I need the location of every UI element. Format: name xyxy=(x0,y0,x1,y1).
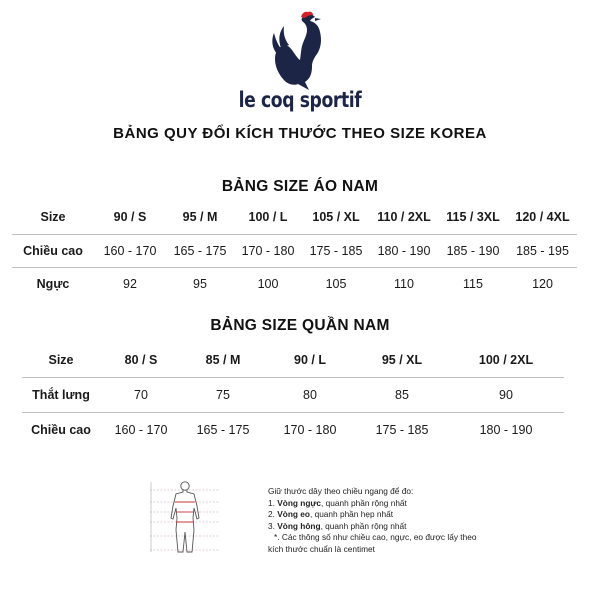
table-cell: 70 xyxy=(100,377,182,412)
row-label: Thắt lưng xyxy=(22,377,100,412)
note-desc: , quanh phần hẹp nhất xyxy=(309,509,394,520)
note-number: 1. xyxy=(268,497,275,508)
shirt-size-table xyxy=(12,201,577,300)
header-cell: 95 / XL xyxy=(356,343,448,377)
note-term: Vòng ngực xyxy=(277,497,322,508)
table-cell: 165 - 175 xyxy=(196,422,250,437)
header-cell: 85 / M xyxy=(182,343,264,377)
shirt-header-row xyxy=(12,201,577,234)
table-cell: 100 xyxy=(257,276,279,291)
table-row xyxy=(22,377,564,412)
table-cell: 170 - 180 xyxy=(234,234,302,267)
table-cell: 185 - 190 xyxy=(438,234,508,267)
header-cell: 110 / 2XL xyxy=(370,201,438,234)
header-cell: 105 / XL xyxy=(302,201,370,234)
measurement-notes xyxy=(268,486,508,556)
note-term: Vòng hông xyxy=(277,520,321,531)
table-cell: 80 xyxy=(264,377,356,412)
notes-footnote: *. Các thông số như chiều cao, ngực, eo được lấy theo xyxy=(274,532,477,543)
table-cell: 185 - 195 xyxy=(508,234,577,267)
table-cell: 160 - 170 xyxy=(94,234,166,267)
table-row xyxy=(12,267,577,300)
table-cell: 110 xyxy=(394,276,414,291)
table-cell: 92 xyxy=(123,276,137,291)
note-item xyxy=(268,521,508,533)
header-cell: 90 / S xyxy=(94,201,166,234)
header-cell: 95 / M xyxy=(166,201,234,234)
header-cell: 100 / L xyxy=(234,201,302,234)
table-cell: 115 xyxy=(463,276,483,291)
header-cell: 80 / S xyxy=(100,343,182,377)
shirt-table-title: BẢNG SIZE ÁO NAM xyxy=(221,178,379,195)
table-row xyxy=(22,412,564,447)
note-item xyxy=(268,509,508,521)
table-cell: 180 - 190 xyxy=(479,422,533,437)
table-cell: 165 - 175 xyxy=(166,234,234,267)
header-cell: 120 / 4XL xyxy=(508,201,577,234)
note-number: 2. xyxy=(268,509,275,520)
table-cell: 85 xyxy=(356,377,448,412)
table-cell: 175 - 185 xyxy=(375,422,429,437)
brand-wordmark: le coq sportif xyxy=(238,88,362,112)
pants-size-table xyxy=(22,343,564,447)
table-cell: 180 - 190 xyxy=(370,234,438,267)
note-desc: , quanh phần rộng nhất xyxy=(320,520,407,531)
pants-table-title: BẢNG SIZE QUẦN NAM xyxy=(210,317,390,334)
notes-footnote: kích thước chuẩn là centimet xyxy=(268,543,375,554)
note-desc: , quanh phần rộng nhất xyxy=(321,497,407,508)
header-cell: 90 / L xyxy=(264,343,356,377)
note-item xyxy=(268,498,508,510)
row-label: Chiều cao xyxy=(31,422,91,437)
table-cell: 175 - 185 xyxy=(302,234,370,267)
header-cell: 100 / 2XL xyxy=(448,343,564,377)
table-cell: 95 xyxy=(193,276,207,291)
row-label: Chiều cao xyxy=(12,234,94,267)
note-number: 3. xyxy=(268,520,275,531)
pants-header-row xyxy=(22,343,564,377)
brand-logo xyxy=(0,10,600,90)
note-term: Vòng eo xyxy=(277,509,310,520)
table-cell: 105 xyxy=(325,276,347,291)
notes-intro: Giữ thước dây theo chiều ngang để đo: xyxy=(268,486,414,496)
table-cell: 90 xyxy=(448,377,564,412)
page-title: BẢNG QUY ĐỔI KÍCH THƯỚC THEO SIZE KOREA xyxy=(113,125,487,142)
table-cell: 170 - 180 xyxy=(283,422,337,437)
row-label: Ngực xyxy=(36,276,70,291)
table-cell: 160 - 170 xyxy=(114,422,168,437)
rooster-icon xyxy=(265,10,335,90)
human-body-measurement-icon xyxy=(150,478,228,556)
header-cell: Size xyxy=(22,343,100,377)
header-cell: Size xyxy=(12,201,94,234)
table-cell: 120 xyxy=(532,276,553,291)
header-cell: 115 / 3XL xyxy=(438,201,508,234)
table-row xyxy=(12,234,577,267)
table-cell: 75 xyxy=(182,377,264,412)
